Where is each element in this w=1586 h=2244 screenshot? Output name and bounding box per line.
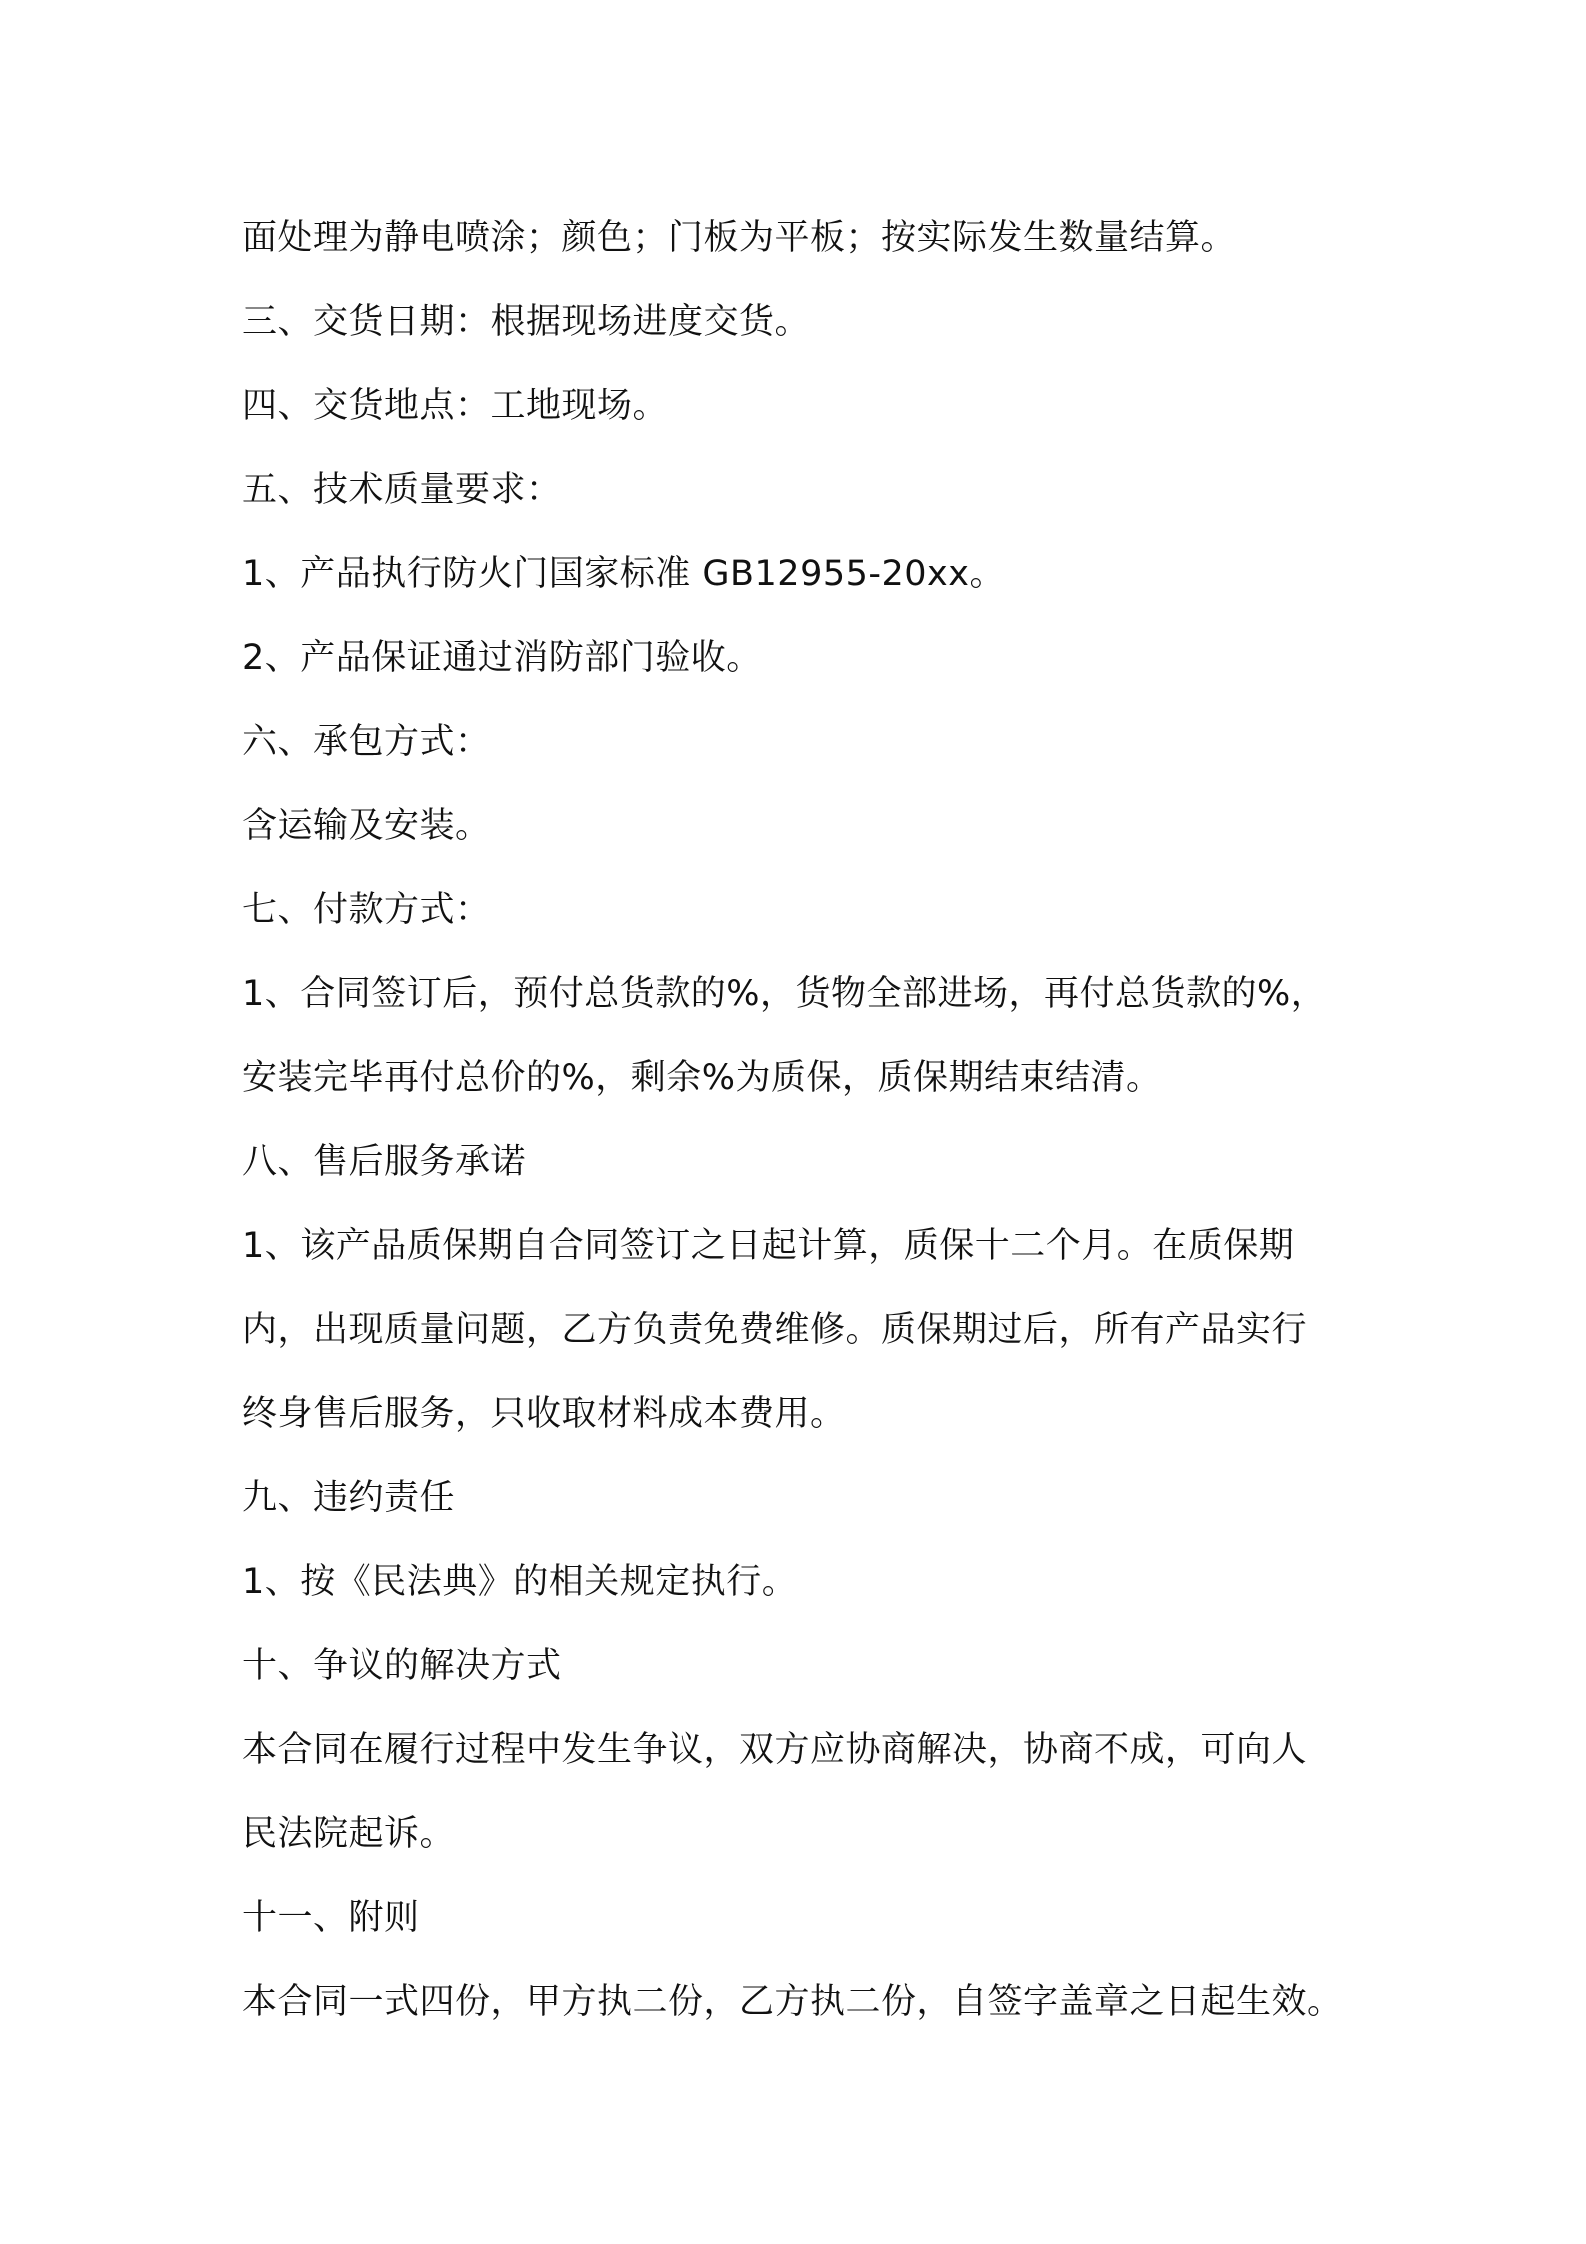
clause-warranty-line-1: 1、该产品质保期自合同签订之日起计算，质保十二个月。在质保期 (242, 1226, 1295, 1266)
clause-warranty-line-3: 终身售后服务，只收取材料成本费用。 (242, 1394, 846, 1434)
section-heading-payment-method: 七、付款方式： (242, 890, 491, 930)
document-body (242, 196, 1372, 2044)
section-heading-quality-requirements: 五、技术质量要求： (242, 470, 562, 510)
text-line-dispute-2: 民法院起诉。 (242, 1814, 456, 1854)
clause-payment-line-1: 1、合同签订后，预付总货款的%，货物全部进场，再付总货款的%， (242, 974, 1327, 1014)
section-heading-breach-liability: 九、违约责任 (242, 1478, 456, 1518)
text-line-transport-installation: 含运输及安装。 (242, 806, 491, 846)
clause-payment-line-2: 安装完毕再付总价的%，剩余%为质保，质保期结束结清。 (242, 1058, 1162, 1098)
text-line-copies-effective: 本合同一式四份，甲方执二份，乙方执二份，自签字盖章之日起生效。 (242, 1982, 1343, 2022)
section-heading-supplementary-provisions: 十一、附则 (242, 1898, 420, 1938)
clause-warranty-line-2: 内，出现质量问题，乙方负责免费维修。质保期过后，所有产品实行 (242, 1310, 1308, 1350)
text-line-surface-treatment: 面处理为静电喷涂；颜色；门板为平板；按实际发生数量结算。 (242, 218, 1237, 258)
section-heading-contract-method: 六、承包方式： (242, 722, 491, 762)
section-heading-delivery-date: 三、交货日期：根据现场进度交货。 (242, 302, 811, 342)
clause-civil-code: 1、按《民法典》的相关规定执行。 (242, 1562, 798, 1602)
section-heading-dispute-resolution: 十、争议的解决方式 (242, 1646, 562, 1686)
clause-national-standard: 1、产品执行防火门国家标准 GB12955-20xx。 (242, 554, 1005, 594)
section-heading-delivery-location: 四、交货地点：工地现场。 (242, 386, 669, 426)
text-line-dispute-1: 本合同在履行过程中发生争议，双方应协商解决，协商不成，可向人 (242, 1730, 1308, 1770)
section-heading-after-sales: 八、售后服务承诺 (242, 1142, 527, 1182)
clause-fire-acceptance: 2、产品保证通过消防部门验收。 (242, 638, 762, 678)
